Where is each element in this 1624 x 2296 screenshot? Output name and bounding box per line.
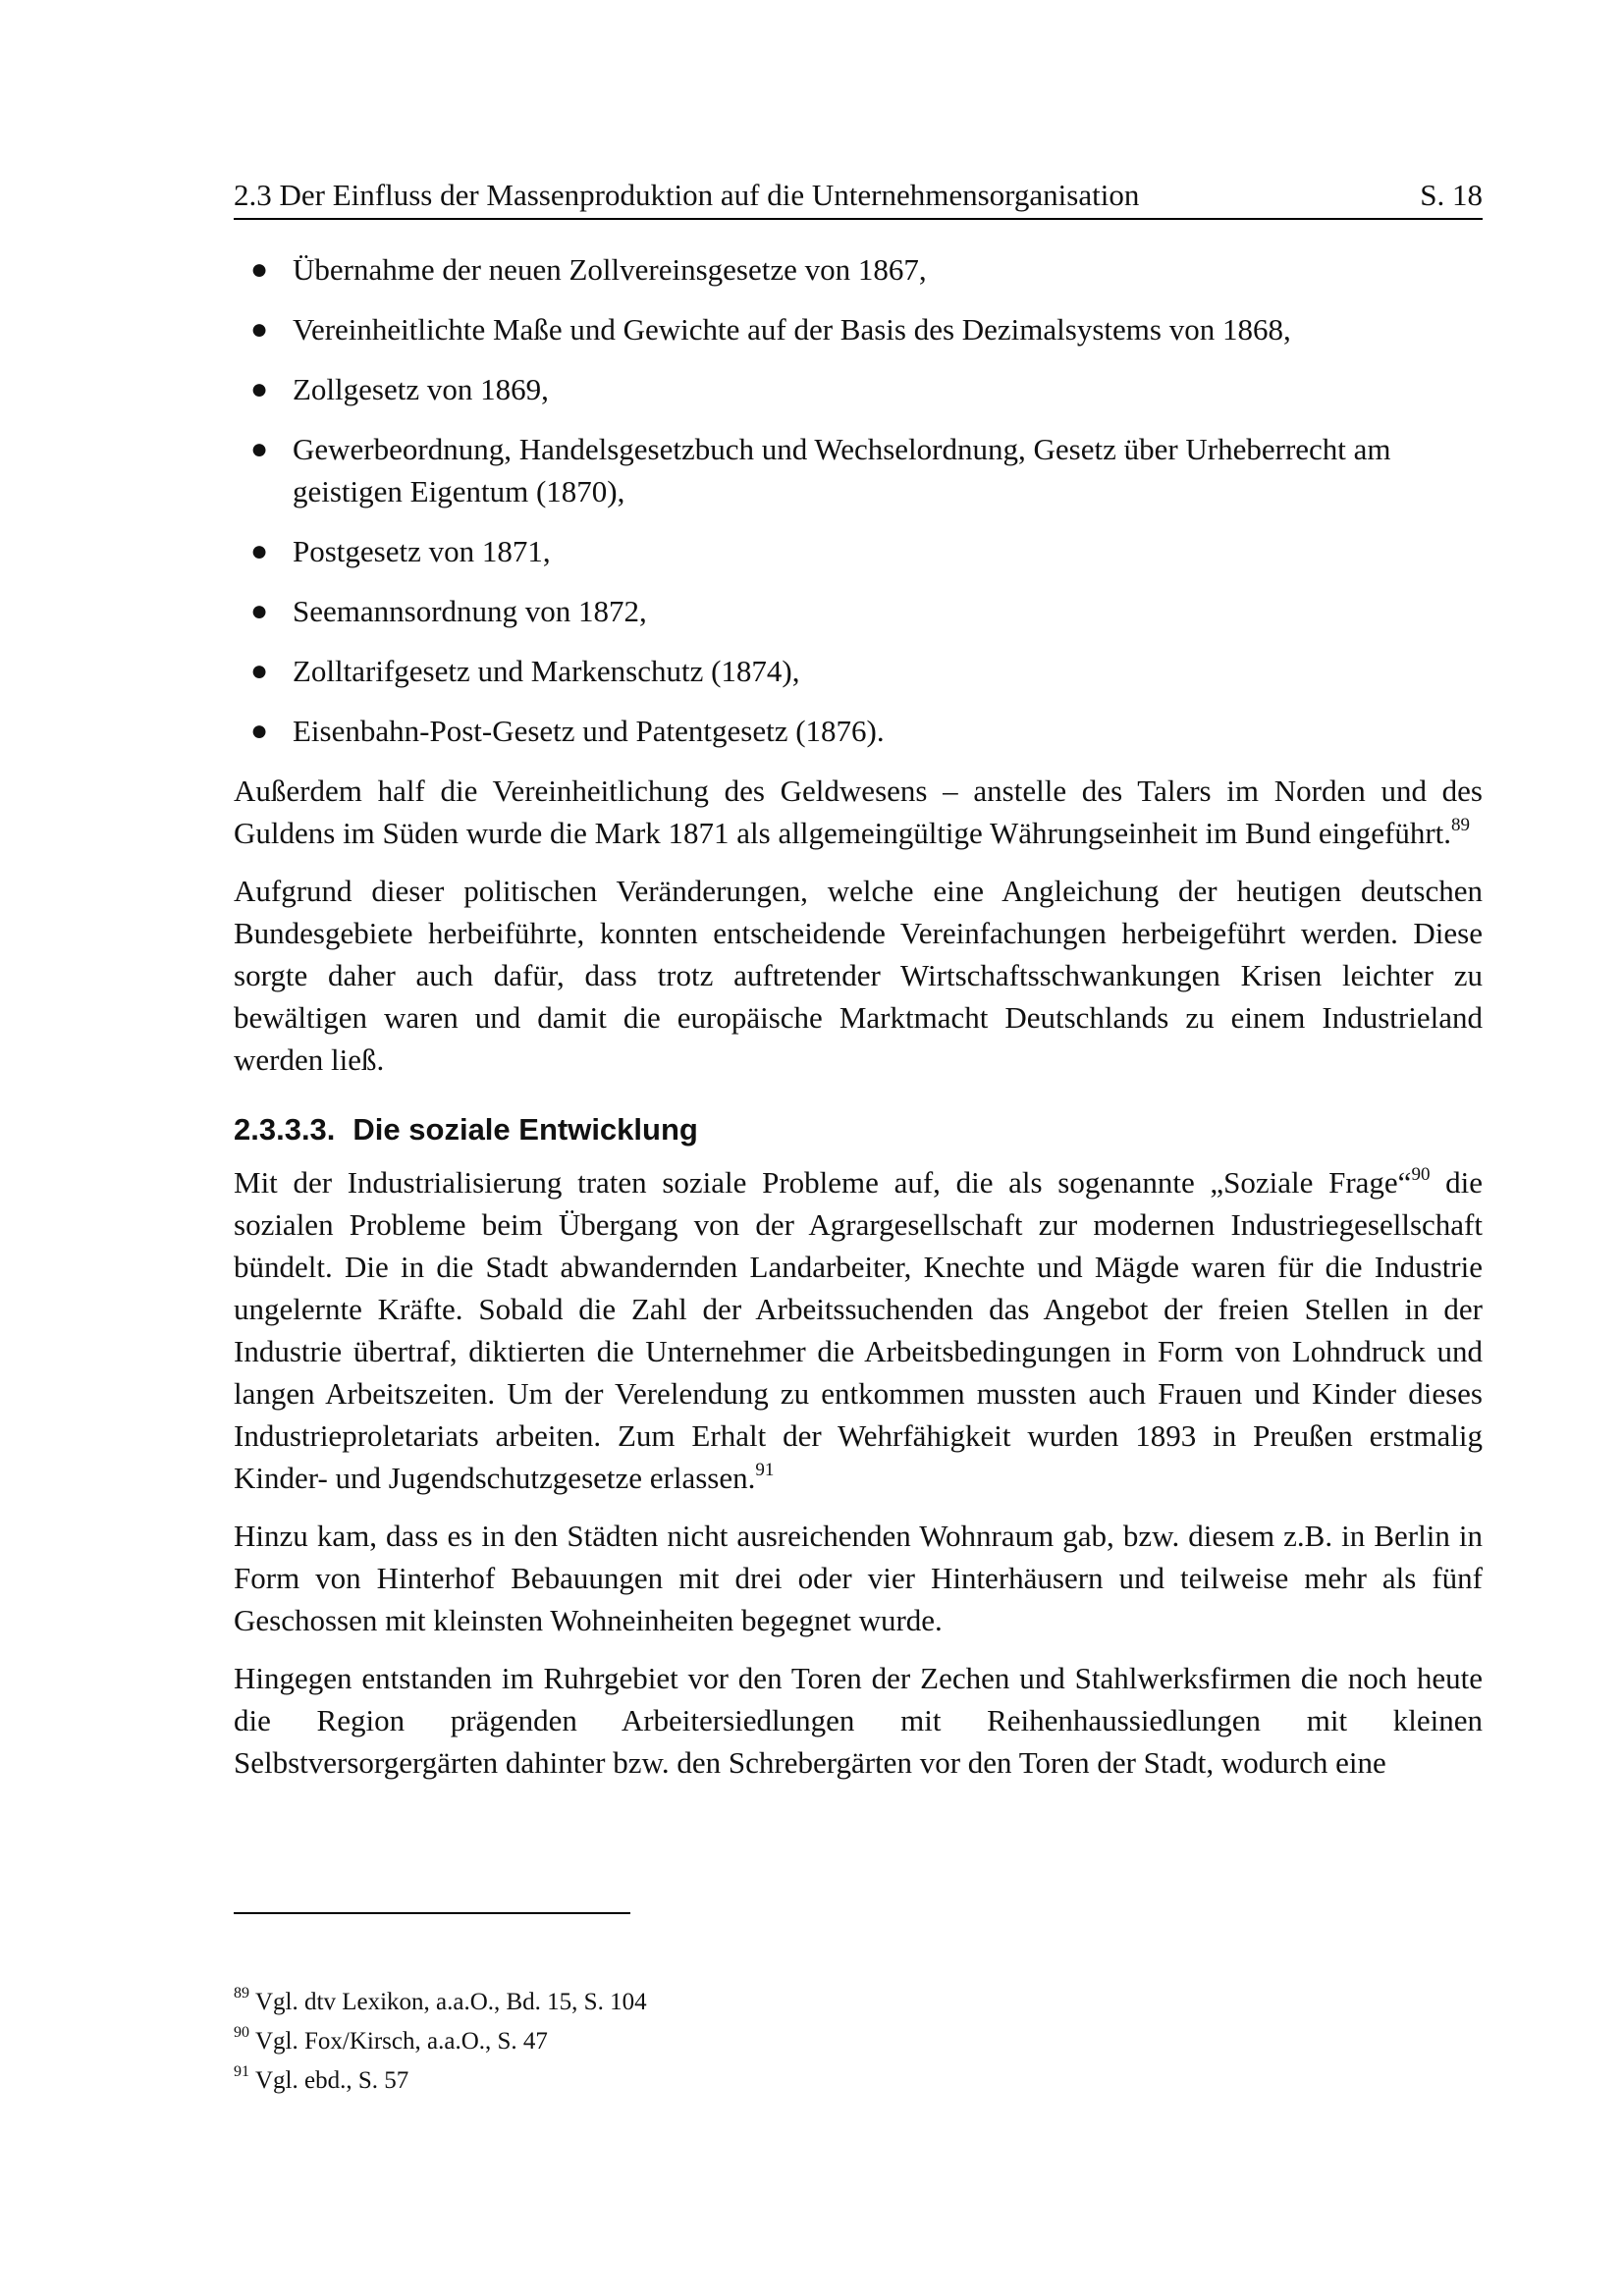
footnote-91: $^{91}$ Vgl. ebd., S. 57 bbox=[234, 2062, 409, 2094]
footnotes bbox=[234, 1985, 1483, 2103]
running-header bbox=[234, 175, 1483, 220]
footnote-90: $^{90}$ Vgl. Fox/Kirsch, a.a.O., S. 47 bbox=[234, 2023, 548, 2055]
list-item: ● Vereinheitlichte Maße und Gewichte auf der Basis des Dezimalsystems von 1868, bbox=[234, 308, 1483, 350]
section-title: Die soziale Entwicklung bbox=[352, 1112, 698, 1147]
bullet-icon: ● bbox=[250, 313, 269, 346]
page-number: S. 18 bbox=[1420, 178, 1483, 212]
bullet-icon: ● bbox=[250, 655, 269, 687]
footnote-ref-90[interactable]: 90 bbox=[1411, 1163, 1431, 1185]
section-heading bbox=[234, 1108, 1483, 1151]
bullet-icon: ● bbox=[250, 715, 269, 747]
footnote-ref-91[interactable]: 91 bbox=[755, 1459, 775, 1480]
footnote-ref-89[interactable]: 89 bbox=[1451, 814, 1471, 835]
list-item: ● Eisenbahn-Post-Gesetz und Patentgesetz (1876). bbox=[234, 710, 1483, 752]
law-list bbox=[234, 248, 1483, 752]
paragraph-wohnraum: Hinzu kam, dass es in den Städten nicht ausreichenden Wohnraum gab, bzw. diesem z.B. in Berlin in Form von Hinterhof Bebauungen mit drei oder vier Hinterhäusern und teilweise mehr als fünf Geschossen mit kleinsten Wohneinheiten begegnet wurde. bbox=[234, 1519, 1483, 1637]
paragraph-politische-veraenderungen: Aufgrund dieser politischen Veränderungen, welche eine Angleichung der heutigen deutschen Bundesgebiete herbeiführte, konnten entscheidende Vereinfachungen herbeigeführt werden. Diese sorgte daher auch dafür, dass trotz auftretender Wirtschaftsschwankungen Krisen leichter zu bewältigen waren und damit die europäische Marktmacht Deutschlands zu einem Industrieland werden ließ. bbox=[234, 874, 1483, 1077]
section-number: 2.3.3.3. bbox=[234, 1112, 336, 1147]
list-item: ● Zolltarifgesetz und Markenschutz (1874), bbox=[234, 650, 1483, 692]
bullet-icon: ● bbox=[250, 535, 269, 567]
paragraph-soziale-frage: Mit der Industrialisierung traten soziale Probleme auf, die als sogenannte „Soziale Frage“$^{90}$ die sozialen Probleme beim Übergang von der Agrargesellschaft zur modernen Industriegesellschaft bündelt. Die in die Stadt abwandernden Landarbeiter, Knechte und Mägde waren für die Industrie ungelernte Kräfte. Sobald die Zahl der Arbeitssuchenden das Angebot der freien Stellen in der Industrie übertraf, diktierten die Unternehmer die Arbeitsbedingungen in Form von Lohndruck und langen Arbeitszeiten. Um der Verelendung zu entkommen mussten auch Frauen und Kinder dieses Industrieproletariats arbeiten. Zum Erhalt der Wehrfähigkeit wurden 1893 in Preußen erstmalig Kinder- und Jugendschutzgesetze erlassen.$^{91}$ bbox=[234, 1163, 1484, 1495]
list-item: ● Übernahme der neuen Zollvereinsgesetze von 1867, bbox=[234, 248, 1483, 291]
bullet-icon: ● bbox=[250, 595, 269, 627]
bullet-icon: ● bbox=[250, 253, 269, 286]
main-content bbox=[234, 248, 1483, 1799]
paragraph-geldwesen: Außerdem half die Vereinheitlichung des Geldwesens – anstelle des Talers im Norden und des Guldens im Süden wurde die Mark 1871 als allgemeingültige Währungseinheit im Bund eingeführt.$^{89}$ bbox=[234, 774, 1483, 850]
footnote-89: $^{89}$ Vgl. dtv Lexikon, a.a.O., Bd. 15, S. 104 bbox=[234, 1984, 647, 2015]
header-section-title: 2.3 Der Einfluss der Massenproduktion auf die Unternehmensorganisation bbox=[234, 178, 1140, 212]
footnote-divider bbox=[234, 1912, 630, 1914]
list-item: ● Seemannsordnung von 1872, bbox=[234, 590, 1483, 632]
bullet-icon: ● bbox=[250, 433, 269, 465]
list-item: ● Gewerbeordnung, Handelsgesetzbuch und Wechselordnung, Gesetz über Urheberrecht am geistigen Eigentum (1870), bbox=[234, 428, 1483, 512]
list-item: ● Postgesetz von 1871, bbox=[234, 530, 1483, 572]
list-item: ● Zollgesetz von 1869, bbox=[234, 368, 1483, 410]
paragraph-ruhrgebiet: Hingegen entstanden im Ruhrgebiet vor den Toren der Zechen und Stahlwerksfirmen die noch heute die Region prägenden Arbeitersiedlungen mit Reihenhaussiedlungen mit kleinen Selbstversorgergärten dahinter bzw. den Schrebergärten vor den Toren der Stadt, wodurch eine bbox=[234, 1661, 1483, 1780]
document-page bbox=[234, 0, 1483, 2296]
bullet-icon: ● bbox=[250, 373, 269, 405]
